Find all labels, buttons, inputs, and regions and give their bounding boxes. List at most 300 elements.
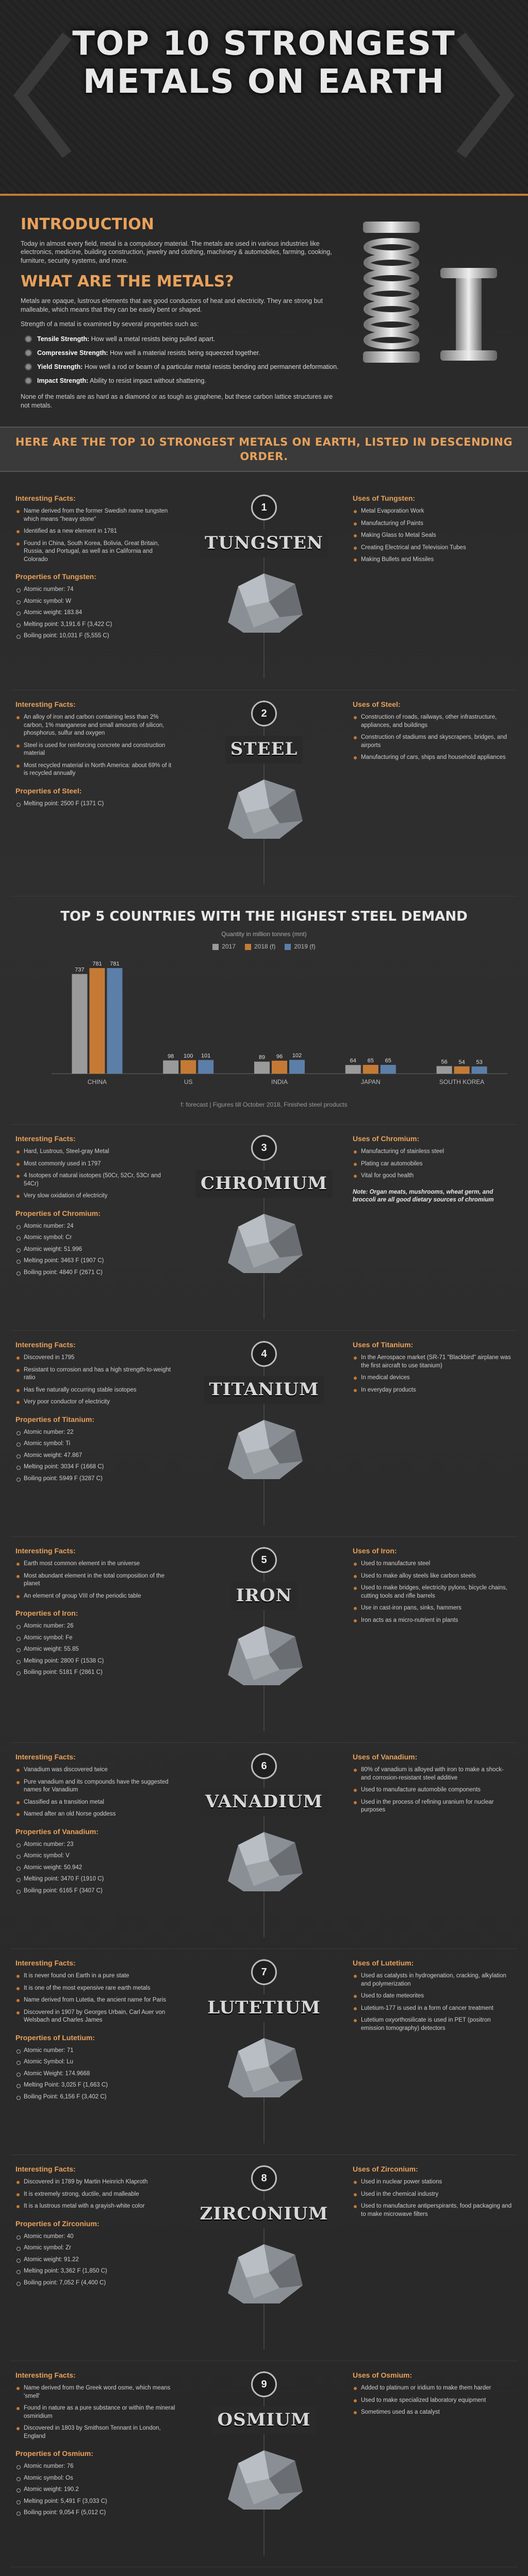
bar-value-label: 65 [367, 1057, 374, 1064]
legend-swatch [285, 944, 291, 950]
metal-section [10, 1537, 518, 1743]
use-item: Sometimes used as a catalyst [353, 2409, 513, 2417]
metal-right-column [348, 2164, 518, 2349]
property-term: Compressive Strength: [37, 349, 108, 357]
property-item: Atomic weight: 50.942 [15, 1864, 175, 1872]
metal-section [10, 484, 518, 690]
uses-list [353, 507, 513, 564]
metal-name: IRON [231, 1582, 298, 1610]
bar [89, 968, 105, 1074]
facts-list [15, 507, 175, 564]
property-text: How well a metal resists being pulled apart. [91, 335, 216, 343]
uses-heading: Uses of Lutetium: [353, 1959, 414, 1968]
metal-left-column [10, 1546, 180, 1731]
fact-item: Most abundant element in the total composition of the planet [15, 1572, 175, 1588]
chart-title: TOP 5 COUNTRIES WITH THE HIGHEST STEEL DEMAND [60, 909, 468, 925]
uses-list [353, 1766, 513, 1815]
use-item: Construction of stadiums and skyscrapers, bridges, and airports [353, 734, 513, 750]
facts-list [15, 1560, 175, 1600]
fact-item: Very poor conductor of electricity [15, 1398, 175, 1406]
bar [381, 1065, 396, 1074]
metal-right-column [348, 494, 518, 679]
facts-list [15, 1354, 175, 1406]
rank-badge: 8 [251, 2165, 277, 2191]
metal-name: LUTETIUM [202, 1994, 325, 2022]
property-item: Atomic number: 40 [15, 2233, 175, 2241]
property-item: Melting point: 5,491 F (3,033 C) [15, 2498, 175, 2506]
rank-badge: 3 [251, 1135, 277, 1161]
property-item [25, 335, 340, 344]
facts-heading: Interesting Facts: [15, 2371, 76, 2380]
fact-item: Vanadium was discovered twice [15, 1766, 175, 1774]
fact-item: Discovered in 1803 by Smithson Tennant in London, England [15, 2425, 175, 2441]
metal-left-column [10, 494, 180, 679]
properties-heading: Properties of Vanadium: [15, 1827, 99, 1836]
fact-item: 4 Isotopes of natural isotopes (50Cr, 52Cr, 53Cr and 54Cr) [15, 1172, 175, 1188]
use-item: Used to make specialized laboratory equipment [353, 2397, 513, 2405]
legend-label: 2017 [222, 943, 236, 951]
property-item: Atomic number: 71 [15, 2047, 175, 2055]
use-item: Metal Evaporation Work [353, 507, 513, 516]
fact-item: Most commonly used in 1797 [15, 1160, 175, 1168]
legend-label: 2018 (f) [254, 943, 276, 951]
property-item: Boiling Point: 6,156 F (3,402 C) [15, 2093, 175, 2102]
intro-section [0, 196, 528, 421]
use-item: Used to manufacture steel [353, 1560, 513, 1568]
use-item: Used to manufacture automobile components [353, 1786, 513, 1794]
fact-item: It is extremely strong, ductile, and malleable [15, 2191, 175, 2199]
metal-springs-illustration [353, 211, 507, 386]
strength-properties-list [25, 335, 340, 385]
metal-name: VANADIUM [200, 1788, 328, 1816]
metal-sample-image [218, 1618, 310, 1690]
bar-value-label: 102 [292, 1052, 302, 1059]
use-item: Manufacturing of Paints [353, 520, 513, 528]
fact-item: Found in China, South Korea, Bolivia, Great Britain, Russia, and Portugal, as well as in California and Colorado [15, 540, 175, 564]
fact-item: Steel is used for reinforcing concrete and construction material [15, 742, 175, 758]
metal-left-column [10, 1134, 180, 1319]
rank-badge: 4 [251, 1341, 277, 1367]
properties-list [15, 586, 175, 640]
metals-timeline [0, 484, 528, 2576]
properties-heading: Properties of Zirconium: [15, 2219, 100, 2228]
bar [198, 1060, 213, 1074]
uses-heading: Uses of Tungsten: [353, 494, 416, 503]
property-item: Melting point: 3470 F (1910 C) [15, 1875, 175, 1884]
intro-paragraph: Today in almost every field, metal is a compulsory material. The metals are used in various industries like electronics, medicine, building construction, jewelry and clothing, machinery & automobiles, farming, cooking, furniture, security systems, and more. [21, 240, 332, 265]
bar-value-label: 53 [476, 1059, 483, 1065]
use-item: Used in the process of refining uranium for nuclear purposes [353, 1799, 513, 1815]
bar [437, 1066, 452, 1074]
uses-heading: Uses of Steel: [353, 700, 401, 709]
metal-right-column [348, 1958, 518, 2143]
facts-list [15, 2178, 175, 2211]
bar [272, 1060, 287, 1073]
use-item: Used in nuclear power stations [353, 2178, 513, 2187]
uses-heading: Uses of Titanium: [353, 1341, 414, 1349]
metals-heading: WHAT ARE THE METALS? [21, 273, 234, 291]
properties-heading: Properties of Iron: [15, 1609, 78, 1618]
rank-badge: 1 [251, 495, 277, 520]
metal-center-column [180, 1340, 348, 1525]
property-item: Atomic symbol: Os [15, 2475, 175, 2483]
metal-sample-image [218, 566, 310, 638]
chart-subtitle: Quantity in million tonnes (mnt) [221, 930, 307, 938]
fact-item: Hard, Lustrous, Steel-gray Metal [15, 1148, 175, 1156]
rank-badge: 6 [251, 1753, 277, 1779]
legend-swatch [245, 944, 251, 950]
bar-value-label: 781 [92, 960, 102, 967]
uses-list [353, 1354, 513, 1394]
property-item: Melting point: 3034 F (1668 C) [15, 1463, 175, 1471]
metal-name: TITANIUM [204, 1376, 324, 1404]
chart-footnote: f: forecast | Figures till October 2018, Finished steel products [180, 1101, 348, 1109]
facts-heading: Interesting Facts: [15, 1753, 76, 1761]
uses-heading: Uses of Osmium: [353, 2371, 412, 2380]
properties-heading: Properties of Tungsten: [15, 572, 96, 581]
property-item: Atomic symbol: Ti [15, 1440, 175, 1448]
property-item: Boiling point: 7,052 F (4,400 C) [15, 2279, 175, 2287]
bar-value-label: 65 [385, 1057, 391, 1064]
metal-center-column [180, 2164, 348, 2349]
property-item: Melting point: 2500 F (1371 C) [15, 800, 175, 808]
uses-heading: Uses of Chromium: [353, 1134, 420, 1143]
property-item: Atomic symbol: Zr [15, 2244, 175, 2252]
property-item: Atomic number: 74 [15, 586, 175, 594]
title-line-1: TOP 10 STRONGEST [72, 25, 456, 63]
rank-badge: 5 [251, 1547, 277, 1573]
strength-paragraph: Strength of a metal is examined by several properties such as: [21, 320, 199, 328]
fact-item: It is never found on Earth in a pure state [15, 1972, 175, 1980]
fact-item: It is one of the most expensive rare earth metals [15, 1985, 175, 1993]
metal-section [10, 2567, 518, 2576]
chart-legend [31, 942, 497, 951]
property-item [25, 349, 340, 358]
intro-heading: INTRODUCTION [21, 215, 154, 233]
use-item: Plating car automobiles [353, 1160, 513, 1168]
properties-heading: Properties of Osmium: [15, 2449, 93, 2458]
metal-center-column [180, 1134, 348, 1319]
bar-value-label: 101 [201, 1053, 211, 1059]
fact-item: Resistant to corrosion and has a high strength-to-weight ratio [15, 1366, 175, 1382]
property-text: Ability to resist impact without shattering. [90, 377, 206, 384]
metal-sample-image [218, 2443, 310, 2515]
bar-value-label: 737 [75, 967, 85, 973]
fact-item: Most recycled material in North America: about 69% of it is recycled annually [15, 762, 175, 778]
use-item: Manufacturing of cars, ships and household appliances [353, 754, 513, 762]
legend-item [245, 942, 275, 951]
bar-value-label: 781 [110, 960, 120, 967]
use-item: Added to platinum or iridium to make them harder [353, 2384, 513, 2393]
property-term: Tensile Strength: [37, 335, 90, 343]
bar [107, 968, 122, 1074]
bar-value-label: 56 [441, 1058, 448, 1065]
use-item: Construction of roads, railways, other infrastructure, appliances, and buildings [353, 714, 513, 730]
property-item [25, 363, 340, 371]
bullet-icon [25, 377, 32, 384]
use-item: Creating Electrical and Television Tubes [353, 544, 513, 552]
property-text: How well a rod or beam of a particular metal resists bending and permanent deformation. [84, 363, 339, 370]
use-item: Lutetium oxyorthosilicate is used in PET (positron emission tomography) detectors [353, 2016, 513, 2032]
fact-item: Named after an old Norse goddess [15, 1810, 175, 1819]
property-text: How well a material resists being squeezed together. [110, 349, 260, 357]
property-item: Boiling point: 10,031 F (5,555 C) [15, 632, 175, 640]
use-item: Lutetium-177 is used in a form of cancer treatment [353, 2005, 513, 2013]
property-item: Melting Point: 3,025 F (1,663 C) [15, 2081, 175, 2090]
uses-list [353, 2178, 513, 2218]
metal-left-column [10, 1340, 180, 1525]
facts-list [15, 1148, 175, 1200]
fact-item: Discovered in 1789 by Martin Heinrich Klaproth [15, 2178, 175, 2187]
properties-list [15, 2463, 175, 2517]
metal-section [10, 1743, 518, 1949]
fact-item: Name derived from the former Swedish name tungsten which means "heavy stone" [15, 507, 175, 523]
property-item: Atomic symbol: Fe [15, 1634, 175, 1642]
use-item: Used to make bridges, electricity pylons, bicycle chains, cutting tools and rifle barrels [353, 1584, 513, 1600]
property-item [25, 377, 340, 385]
properties-list [15, 1841, 175, 1895]
uses-list [353, 1148, 513, 1180]
bar [454, 1066, 470, 1073]
facts-heading: Interesting Facts: [15, 1959, 76, 1968]
fact-item: Discovered in 1795 [15, 1354, 175, 1362]
property-item: Atomic number: 22 [15, 1429, 175, 1437]
fact-item: Earth most common element in the universe [15, 1560, 175, 1568]
bar [72, 974, 87, 1073]
metal-name: STEEL [225, 736, 303, 764]
bar [254, 1061, 270, 1073]
metal-right-column [348, 700, 518, 885]
metal-name: CHROMIUM [195, 1170, 333, 1198]
property-item: Atomic weight: 183.84 [15, 609, 175, 617]
category-label: JAPAN [360, 1078, 381, 1086]
uses-list [353, 2384, 513, 2417]
use-item: In the Aerospace market (SR-71 "Blackbird" airplane was the first aircraft to use titanium) [353, 1354, 513, 1370]
metal-center-column [180, 700, 348, 885]
property-item: Atomic number: 23 [15, 1841, 175, 1849]
metal-center-column [180, 1958, 348, 2143]
use-item: Used to date meteorites [353, 1992, 513, 2001]
fact-item: Found in nature as a pure substance or within the mineral osmiridium [15, 2404, 175, 2420]
uses-list [353, 1972, 513, 2032]
property-item: Melting point: 3,362 F (1,850 C) [15, 2267, 175, 2276]
metal-right-column [348, 1546, 518, 1731]
fact-item: Identified as a new element in 1781 [15, 528, 175, 536]
property-item: Boiling point: 5949 F (3287 C) [15, 1475, 175, 1483]
property-item: Atomic weight: 51.996 [15, 1246, 175, 1254]
legend-item [212, 942, 236, 951]
metal-sample-image [218, 2236, 310, 2309]
metal-section [10, 2155, 518, 2361]
facts-heading: Interesting Facts: [15, 1547, 76, 1555]
properties-list [15, 2233, 175, 2287]
metal-note: Note: Organ meats, mushrooms, wheat germ, and broccoli are all good dietary sources of chromium [353, 1189, 494, 1204]
metal-left-column [10, 2370, 180, 2555]
metal-name: OSMIUM [212, 2406, 316, 2434]
uses-heading: Uses of Zirconium: [353, 2165, 418, 2174]
uses-heading: Uses of Vanadium: [353, 1753, 418, 1761]
property-item: Atomic weight: 190.2 [15, 2486, 175, 2494]
category-label: SOUTH KOREA [439, 1078, 485, 1086]
uses-list [353, 714, 513, 762]
fact-item: An alloy of iron and carbon containing less than 2% carbon, 1% manganese and small amounts of silicon, phosphorus, sulfur and oxygen [15, 714, 175, 738]
bullet-icon [25, 335, 32, 343]
page-title [0, 25, 528, 101]
metal-name: ZIRCONIUM [195, 2200, 334, 2228]
property-item: Atomic weight: 91.22 [15, 2256, 175, 2264]
bar-value-label: 98 [168, 1053, 174, 1059]
use-item: Used to make alloy steels like carbon steels [353, 1572, 513, 1581]
legend-label: 2019 (f) [294, 943, 316, 951]
properties-list [15, 2047, 175, 2102]
property-term: Impact Strength: [37, 377, 89, 384]
bullet-icon [25, 363, 32, 370]
metal-sample-image [218, 772, 310, 844]
facts-heading: Interesting Facts: [15, 1341, 76, 1349]
fact-item: Discovered in 1907 by Georges Urbain, Carl Auer von Welsbach and Charles James [15, 2009, 175, 2025]
property-item: Atomic weight: 55.85 [15, 1646, 175, 1654]
property-item: Atomic symbol: W [15, 598, 175, 606]
metal-center-column [180, 2370, 348, 2555]
fact-item: Name derived from Lutetia, the ancient name for Paris [15, 1996, 175, 2005]
properties-heading: Properties of Titanium: [15, 1415, 94, 1423]
use-item: Making Glass to Metal Seals [353, 532, 513, 540]
property-item: Atomic Symbol: Lu [15, 2058, 175, 2066]
top10-banner: HERE ARE THE TOP 10 STRONGEST METALS ON EARTH, LISTED IN DESCENDING ORDER. [0, 427, 528, 472]
use-item: Used to manufacture antiperspirants, food packaging and to make microwave filters [353, 2202, 513, 2218]
property-item: Atomic symbol: V [15, 1852, 175, 1860]
properties-list [15, 1622, 175, 1677]
fact-item: Classified as a transition metal [15, 1799, 175, 1807]
property-item: Atomic number: 24 [15, 1223, 175, 1231]
metal-center-column [180, 494, 348, 679]
metal-right-column [348, 1134, 518, 1319]
use-item: Used as catalysts in hydrogenation, cracking, alkylation and polymerization [353, 1972, 513, 1988]
fact-item: Very slow oxidation of electricity [15, 1192, 175, 1200]
metal-section [10, 1125, 518, 1331]
property-item: Atomic symbol: Cr [15, 1234, 175, 1242]
bar-value-label: 100 [184, 1053, 193, 1059]
legend-swatch [212, 944, 219, 950]
use-item: Use in cast-iron pans, sinks, hammers [353, 1604, 513, 1613]
properties-heading: Properties of Chromium: [15, 1209, 101, 1217]
facts-heading: Interesting Facts: [15, 1134, 76, 1143]
metal-sample-image [218, 1412, 310, 1484]
bar-value-label: 64 [350, 1057, 356, 1064]
property-item: Boiling point: 6165 F (3407 C) [15, 1887, 175, 1895]
property-term: Yield Strength: [37, 363, 83, 370]
metal-center-column [180, 1546, 348, 1731]
facts-list [15, 2384, 175, 2441]
fact-item: It is a lustrous metal with a grayish-white color [15, 2202, 175, 2211]
category-label: INDIA [271, 1078, 288, 1086]
bar-chart [31, 955, 518, 1094]
metal-section [10, 1949, 518, 2155]
title-line-2: METALS ON EARTH [83, 63, 445, 101]
property-item: Atomic weight: 47.867 [15, 1452, 175, 1460]
properties-heading: Properties of Steel: [15, 786, 82, 795]
uses-heading: Uses of Iron: [353, 1547, 397, 1555]
metal-section [10, 690, 518, 896]
property-item: Melting point: 3,191.6 F (3,422 C) [15, 621, 175, 629]
fact-item: Pure vanadium and its compounds have the suggested names for Vanadium [15, 1778, 175, 1794]
facts-heading: Interesting Facts: [15, 700, 76, 709]
fact-item: Name derived from the Greek word osme, which means 'smell' [15, 2384, 175, 2400]
hero [0, 0, 528, 196]
steel-demand-chart [10, 896, 518, 1125]
use-item: Making Bullets and Missiles [353, 556, 513, 564]
property-item: Boiling point: 9,054 F (5,012 C) [15, 2509, 175, 2517]
intro-text [21, 211, 340, 416]
property-item: Atomic number: 26 [15, 1622, 175, 1631]
property-item: Boiling point: 4840 F (2671 C) [15, 1269, 175, 1277]
property-item: Boiling point: 5181 F (2861 C) [15, 1669, 175, 1677]
metal-right-column [348, 1340, 518, 1525]
metals-paragraph: Metals are opaque, lustrous elements that are good conductors of heat and electricity. They are strong but malleable, which means that they can be easily bent or shaped. [21, 297, 323, 313]
metal-name: TUNGSTEN [200, 530, 328, 557]
use-item: Vital for good health [353, 1172, 513, 1180]
bar [472, 1066, 487, 1074]
bar [163, 1060, 178, 1074]
metal-left-column [10, 1752, 180, 1937]
metal-sample-image [218, 1824, 310, 1896]
category-label: US [184, 1078, 193, 1086]
bar-value-label: 96 [276, 1053, 283, 1060]
fact-item: Has five naturally occurring stable isotopes [15, 1386, 175, 1395]
facts-heading: Interesting Facts: [15, 494, 76, 503]
properties-list [15, 1429, 175, 1483]
metal-section [10, 2361, 518, 2567]
metal-section [10, 1331, 518, 1537]
bar-value-label: 54 [458, 1059, 465, 1065]
property-item: Melting point: 2800 F (1538 C) [15, 1657, 175, 1666]
property-item: Melting point: 3463 F (1907 C) [15, 1257, 175, 1265]
use-item: Used in the chemical industry [353, 2191, 513, 2199]
bar [363, 1065, 378, 1074]
facts-list [15, 714, 175, 778]
metal-left-column [10, 1958, 180, 2143]
bar-value-label: 89 [258, 1054, 266, 1061]
use-item: Manufacturing of stainless steel [353, 1148, 513, 1156]
facts-heading: Interesting Facts: [15, 2165, 76, 2174]
metal-sample-image [218, 1206, 310, 1278]
property-item: Atomic number: 76 [15, 2463, 175, 2471]
bullet-icon [25, 349, 32, 357]
metal-right-column [348, 2370, 518, 2555]
rank-badge: 2 [251, 701, 277, 726]
properties-heading: Properties of Lutetium: [15, 2033, 95, 2042]
property-item: Atomic Weight: 174.9668 [15, 2070, 175, 2078]
metal-left-column [10, 700, 180, 885]
bar [180, 1060, 196, 1073]
bar [345, 1065, 361, 1074]
use-item: In medical devices [353, 1374, 513, 1382]
rank-badge: 9 [251, 2371, 277, 2397]
use-item: Iron acts as a micro-nutrient in plants [353, 1617, 513, 1625]
bar [289, 1060, 305, 1074]
rank-badge: 7 [251, 1959, 277, 1985]
facts-list [15, 1972, 175, 2025]
uses-list [353, 1560, 513, 1624]
metal-sample-image [218, 2030, 310, 2103]
legend-item [285, 942, 315, 951]
properties-list [15, 1223, 175, 1277]
metal-left-column [10, 2164, 180, 2349]
category-label: CHINA [87, 1078, 107, 1086]
closing-paragraph: None of the metals are as hard as a diamond or as tough as graphene, but these carbon lattice structures are not metals. [21, 393, 333, 409]
use-item: 80% of vanadium is alloyed with iron to make a shock- and corrosion-resistant steel additive [353, 1766, 513, 1782]
metal-center-column [180, 1752, 348, 1937]
